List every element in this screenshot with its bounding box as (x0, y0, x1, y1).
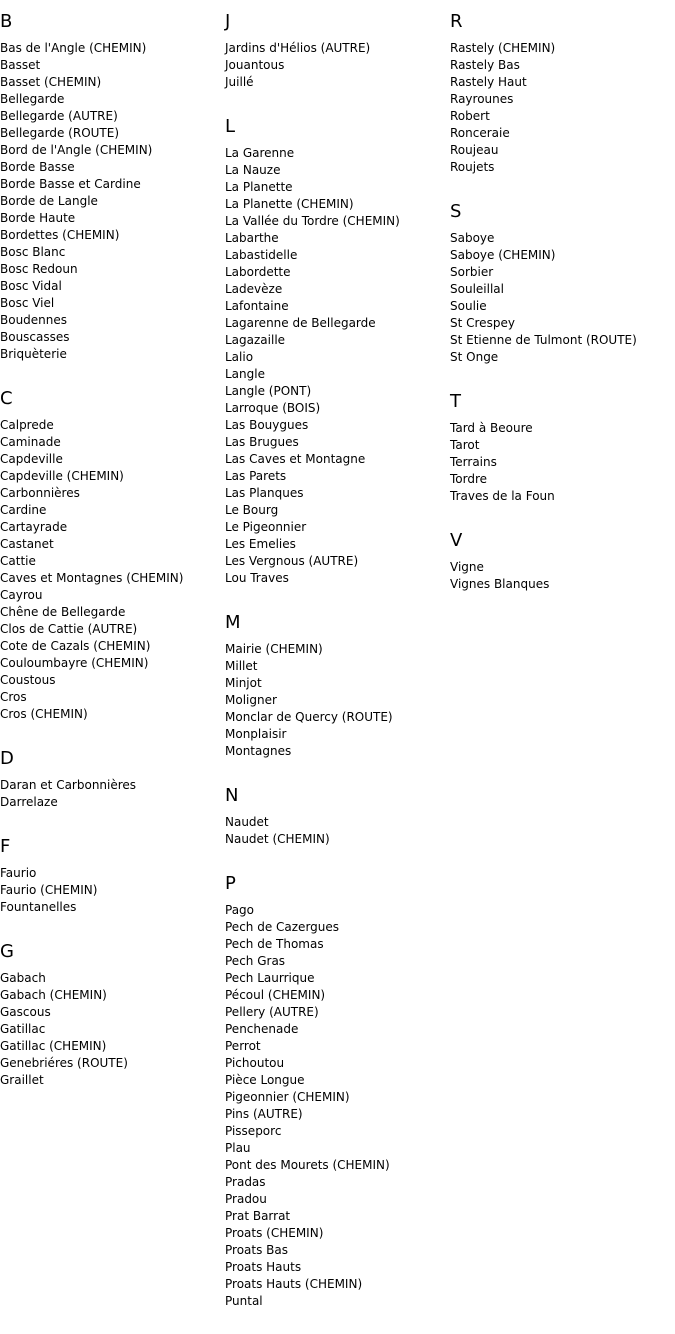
place-link[interactable]: Pech de Thomas (225, 937, 324, 951)
place-link[interactable]: Bordettes (CHEMIN) (0, 228, 120, 242)
letter-section (225, 611, 450, 784)
place-list (225, 902, 450, 1310)
place-link[interactable]: Roujeau (450, 143, 499, 157)
place-link[interactable]: Capdeville (0, 452, 63, 466)
place-link[interactable]: Las Bouygues (225, 418, 309, 432)
place-link[interactable]: Gascous (0, 1005, 51, 1019)
place-link[interactable]: Cayrou (0, 588, 43, 602)
place-link[interactable]: Soulie (450, 299, 487, 313)
section-letter-heading: V (450, 530, 463, 551)
place-link[interactable]: Terrains (450, 455, 497, 469)
place-link[interactable]: Capdeville (CHEMIN) (0, 469, 124, 483)
place-link[interactable]: Langle (225, 367, 265, 381)
place-list (450, 230, 675, 366)
place-link[interactable]: Bouscasses (0, 330, 70, 344)
place-link[interactable]: Labordette (225, 265, 291, 279)
index-column-1 (0, 0, 225, 1089)
place-link[interactable]: Puntal (225, 1294, 263, 1308)
place-link[interactable]: La Nauze (225, 163, 281, 177)
place-link[interactable]: Gabach (0, 971, 46, 985)
place-link[interactable]: Jouantous (225, 58, 285, 72)
place-list (450, 559, 675, 593)
place-link[interactable]: Bellegarde (ROUTE) (0, 126, 120, 140)
place-link[interactable]: Pradas (225, 1175, 266, 1189)
place-link[interactable]: Tarot (450, 438, 480, 452)
section-spacer (225, 760, 450, 784)
section-spacer (0, 723, 225, 747)
place-list (450, 420, 675, 505)
place-link[interactable]: Rastely Haut (450, 75, 527, 89)
place-link[interactable]: Traves de la Foun (450, 489, 555, 503)
place-link[interactable]: Larroque (BOIS) (225, 401, 321, 415)
place-link[interactable]: Perrot (225, 1039, 261, 1053)
letter-section (0, 835, 225, 940)
place-link[interactable]: Cote de Cazals (CHEMIN) (0, 639, 151, 653)
section-letter-heading: S (450, 201, 462, 222)
place-link[interactable]: Las Caves et Montagne (225, 452, 366, 466)
place-link[interactable]: Pago (225, 903, 255, 917)
letter-section (450, 200, 675, 390)
place-link[interactable]: Pellery (AUTRE) (225, 1005, 319, 1019)
place-list (0, 970, 225, 1089)
section-letter-heading: M (225, 612, 241, 633)
place-link[interactable]: Souleillal (450, 282, 504, 296)
place-link[interactable]: St Etienne de Tulmont (ROUTE) (450, 333, 637, 347)
place-link[interactable]: Monplaisir (225, 727, 287, 741)
place-link[interactable]: Monclar de Quercy (ROUTE) (225, 710, 393, 724)
place-link[interactable]: Pichoutou (225, 1056, 285, 1070)
place-link[interactable]: Borde Basse (0, 160, 75, 174)
letter-section (225, 872, 450, 1310)
place-link[interactable]: Proats Bas (225, 1243, 288, 1257)
place-link[interactable]: Robert (450, 109, 490, 123)
section-letter-heading: C (0, 388, 13, 409)
section-spacer (450, 366, 675, 390)
section-letter-heading: N (225, 785, 239, 806)
letter-section (0, 387, 225, 747)
place-link[interactable]: Pradou (225, 1192, 267, 1206)
place-link[interactable]: Pech de Cazergues (225, 920, 340, 934)
place-link[interactable]: Briquèterie (0, 347, 67, 361)
place-link[interactable]: Rastely Bas (450, 58, 520, 72)
place-link[interactable]: Carbonnières (0, 486, 80, 500)
section-spacer (0, 916, 225, 940)
place-link[interactable]: Vignes Blanques (450, 577, 550, 591)
section-spacer (225, 91, 450, 115)
section-spacer (0, 363, 225, 387)
place-link[interactable]: Lalio (225, 350, 254, 364)
place-link[interactable]: Cros (CHEMIN) (0, 707, 88, 721)
place-link[interactable]: Bosc Vidal (0, 279, 62, 293)
place-link[interactable]: Les Emelies (225, 537, 296, 551)
place-link[interactable]: Sorbier (450, 265, 494, 279)
place-link[interactable]: Fountanelles (0, 900, 77, 914)
place-link[interactable]: Tard à Beoure (450, 421, 533, 435)
place-link[interactable]: Minjot (225, 676, 262, 690)
place-link[interactable]: Boudennes (0, 313, 68, 327)
section-letter-heading: L (225, 116, 236, 137)
place-link[interactable]: St Crespey (450, 316, 515, 330)
place-link[interactable]: Lagarenne de Bellegarde (225, 316, 376, 330)
place-link[interactable]: Penchenade (225, 1022, 299, 1036)
section-letter-heading: P (225, 873, 236, 894)
place-list (225, 145, 450, 587)
place-link[interactable]: Graillet (0, 1073, 44, 1087)
letter-section (0, 747, 225, 835)
index-column-3 (450, 0, 675, 593)
place-link[interactable]: Roujets (450, 160, 495, 174)
section-letter-heading: F (0, 836, 11, 857)
place-link[interactable]: Bas de l'Angle (CHEMIN) (0, 41, 147, 55)
place-link[interactable]: Mairie (CHEMIN) (225, 642, 323, 656)
place-link[interactable]: Pisseporc (225, 1124, 282, 1138)
place-list (0, 777, 225, 811)
place-link[interactable]: Borde Haute (0, 211, 76, 225)
place-link[interactable]: Castanet (0, 537, 54, 551)
place-link[interactable]: La Garenne (225, 146, 295, 160)
place-link[interactable]: Pièce Longue (225, 1073, 305, 1087)
letter-section (0, 940, 225, 1089)
index-column-2 (225, 0, 450, 1310)
place-link[interactable]: Las Brugues (225, 435, 299, 449)
place-link[interactable]: Caminade (0, 435, 61, 449)
section-letter-heading: J (225, 11, 231, 32)
place-link[interactable]: Gabach (CHEMIN) (0, 988, 107, 1002)
place-link[interactable]: La Planette (225, 180, 293, 194)
place-link[interactable]: Cartayrade (0, 520, 68, 534)
place-link[interactable]: La Vallée du Tordre (CHEMIN) (225, 214, 400, 228)
place-link[interactable]: Bellegarde (AUTRE) (0, 109, 118, 123)
place-link[interactable]: Lou Traves (225, 571, 289, 585)
place-link[interactable]: Pigeonnier (CHEMIN) (225, 1090, 350, 1104)
place-link[interactable]: Ronceraie (450, 126, 510, 140)
place-link[interactable]: Proats Hauts (225, 1260, 302, 1274)
place-link[interactable]: Le Bourg (225, 503, 279, 517)
place-link[interactable]: Cardine (0, 503, 47, 517)
place-link[interactable]: Pech Gras (225, 954, 286, 968)
section-spacer (225, 848, 450, 872)
place-link[interactable]: Lafontaine (225, 299, 289, 313)
section-letter-heading: D (0, 748, 14, 769)
place-link[interactable]: Couloumbayre (CHEMIN) (0, 656, 149, 670)
letter-section (225, 10, 450, 115)
place-link[interactable]: Gatillac (0, 1022, 46, 1036)
place-link[interactable]: Bosc Redoun (0, 262, 78, 276)
place-link[interactable]: Millet (225, 659, 258, 673)
place-link[interactable]: Chêne de Bellegarde (0, 605, 126, 619)
place-link[interactable]: St Onge (450, 350, 499, 364)
section-letter-heading: T (450, 391, 461, 412)
place-link[interactable]: Gatillac (CHEMIN) (0, 1039, 107, 1053)
place-link[interactable]: Naudet (225, 815, 269, 829)
section-spacer (0, 811, 225, 835)
letter-section (450, 10, 675, 200)
place-link[interactable]: La Planette (CHEMIN) (225, 197, 354, 211)
place-link[interactable]: Ladevèze (225, 282, 283, 296)
place-link[interactable]: Calprede (0, 418, 54, 432)
section-letter-heading: G (0, 941, 14, 962)
place-link[interactable]: Vigne (450, 560, 484, 574)
place-link[interactable]: Moligner (225, 693, 277, 707)
place-list (0, 417, 225, 723)
place-link[interactable]: Bosc Viel (0, 296, 55, 310)
letter-section (225, 115, 450, 611)
place-link[interactable]: Naudet (CHEMIN) (225, 832, 330, 846)
place-link[interactable]: Bellegarde (0, 92, 65, 106)
place-link[interactable]: Jardins d'Hélios (AUTRE) (225, 41, 371, 55)
letter-section (225, 784, 450, 872)
place-link[interactable]: Genebriéres (ROUTE) (0, 1056, 128, 1070)
place-link[interactable]: Pont des Mourets (CHEMIN) (225, 1158, 390, 1172)
place-link[interactable]: Proats Hauts (CHEMIN) (225, 1277, 363, 1291)
letter-section (450, 390, 675, 529)
section-spacer (450, 176, 675, 200)
section-letter-heading: B (0, 11, 13, 32)
place-link[interactable]: Le Pigeonnier (225, 520, 307, 534)
place-link[interactable]: Daran et Carbonnières (0, 778, 137, 792)
section-letter-heading: R (450, 11, 463, 32)
place-link[interactable]: Les Vergnous (AUTRE) (225, 554, 359, 568)
place-link[interactable]: Las Parets (225, 469, 287, 483)
place-link[interactable]: Basset (0, 58, 41, 72)
place-link[interactable]: Cattie (0, 554, 36, 568)
place-list (0, 40, 225, 363)
place-link[interactable]: Bosc Blanc (0, 245, 66, 259)
place-list (0, 865, 225, 916)
place-list (225, 814, 450, 848)
place-link[interactable]: Pins (AUTRE) (225, 1107, 303, 1121)
place-link[interactable]: Faurio (0, 866, 37, 880)
place-list (225, 641, 450, 760)
place-list (450, 40, 675, 176)
place-link[interactable]: Bord de l'Angle (CHEMIN) (0, 143, 153, 157)
place-link[interactable]: Plau (225, 1141, 251, 1155)
place-list (225, 40, 450, 91)
place-link[interactable]: Labastidelle (225, 248, 298, 262)
place-link[interactable]: Labarthe (225, 231, 279, 245)
place-link[interactable]: Juillé (225, 75, 254, 89)
section-spacer (225, 587, 450, 611)
place-link[interactable]: Montagnes (225, 744, 292, 758)
place-link[interactable]: Borde de Langle (0, 194, 98, 208)
place-link[interactable]: Caves et Montagnes (CHEMIN) (0, 571, 184, 585)
letter-section (450, 529, 675, 593)
place-link[interactable]: Pech Laurrique (225, 971, 315, 985)
place-link[interactable]: Las Planques (225, 486, 304, 500)
place-link[interactable]: Rayrounes (450, 92, 514, 106)
place-link[interactable]: Clos de Cattie (AUTRE) (0, 622, 138, 636)
place-link[interactable]: Proats (CHEMIN) (225, 1226, 324, 1240)
place-link[interactable]: Lagazaille (225, 333, 286, 347)
letter-section (0, 10, 225, 387)
place-link[interactable]: Rastely (CHEMIN) (450, 41, 556, 55)
place-link[interactable]: Prat Barrat (225, 1209, 291, 1223)
place-link[interactable]: Borde Basse et Cardine (0, 177, 141, 191)
place-link[interactable]: Saboye (450, 231, 495, 245)
place-link[interactable]: Basset (CHEMIN) (0, 75, 102, 89)
place-link[interactable]: Saboye (CHEMIN) (450, 248, 556, 262)
section-spacer (450, 505, 675, 529)
place-link[interactable]: Tordre (450, 472, 488, 486)
place-link[interactable]: Cros (0, 690, 27, 704)
place-link[interactable]: Darrelaze (0, 795, 58, 809)
place-link[interactable]: Faurio (CHEMIN) (0, 883, 98, 897)
place-link[interactable]: Coustous (0, 673, 56, 687)
place-link[interactable]: Pécoul (CHEMIN) (225, 988, 326, 1002)
place-link[interactable]: Langle (PONT) (225, 384, 312, 398)
